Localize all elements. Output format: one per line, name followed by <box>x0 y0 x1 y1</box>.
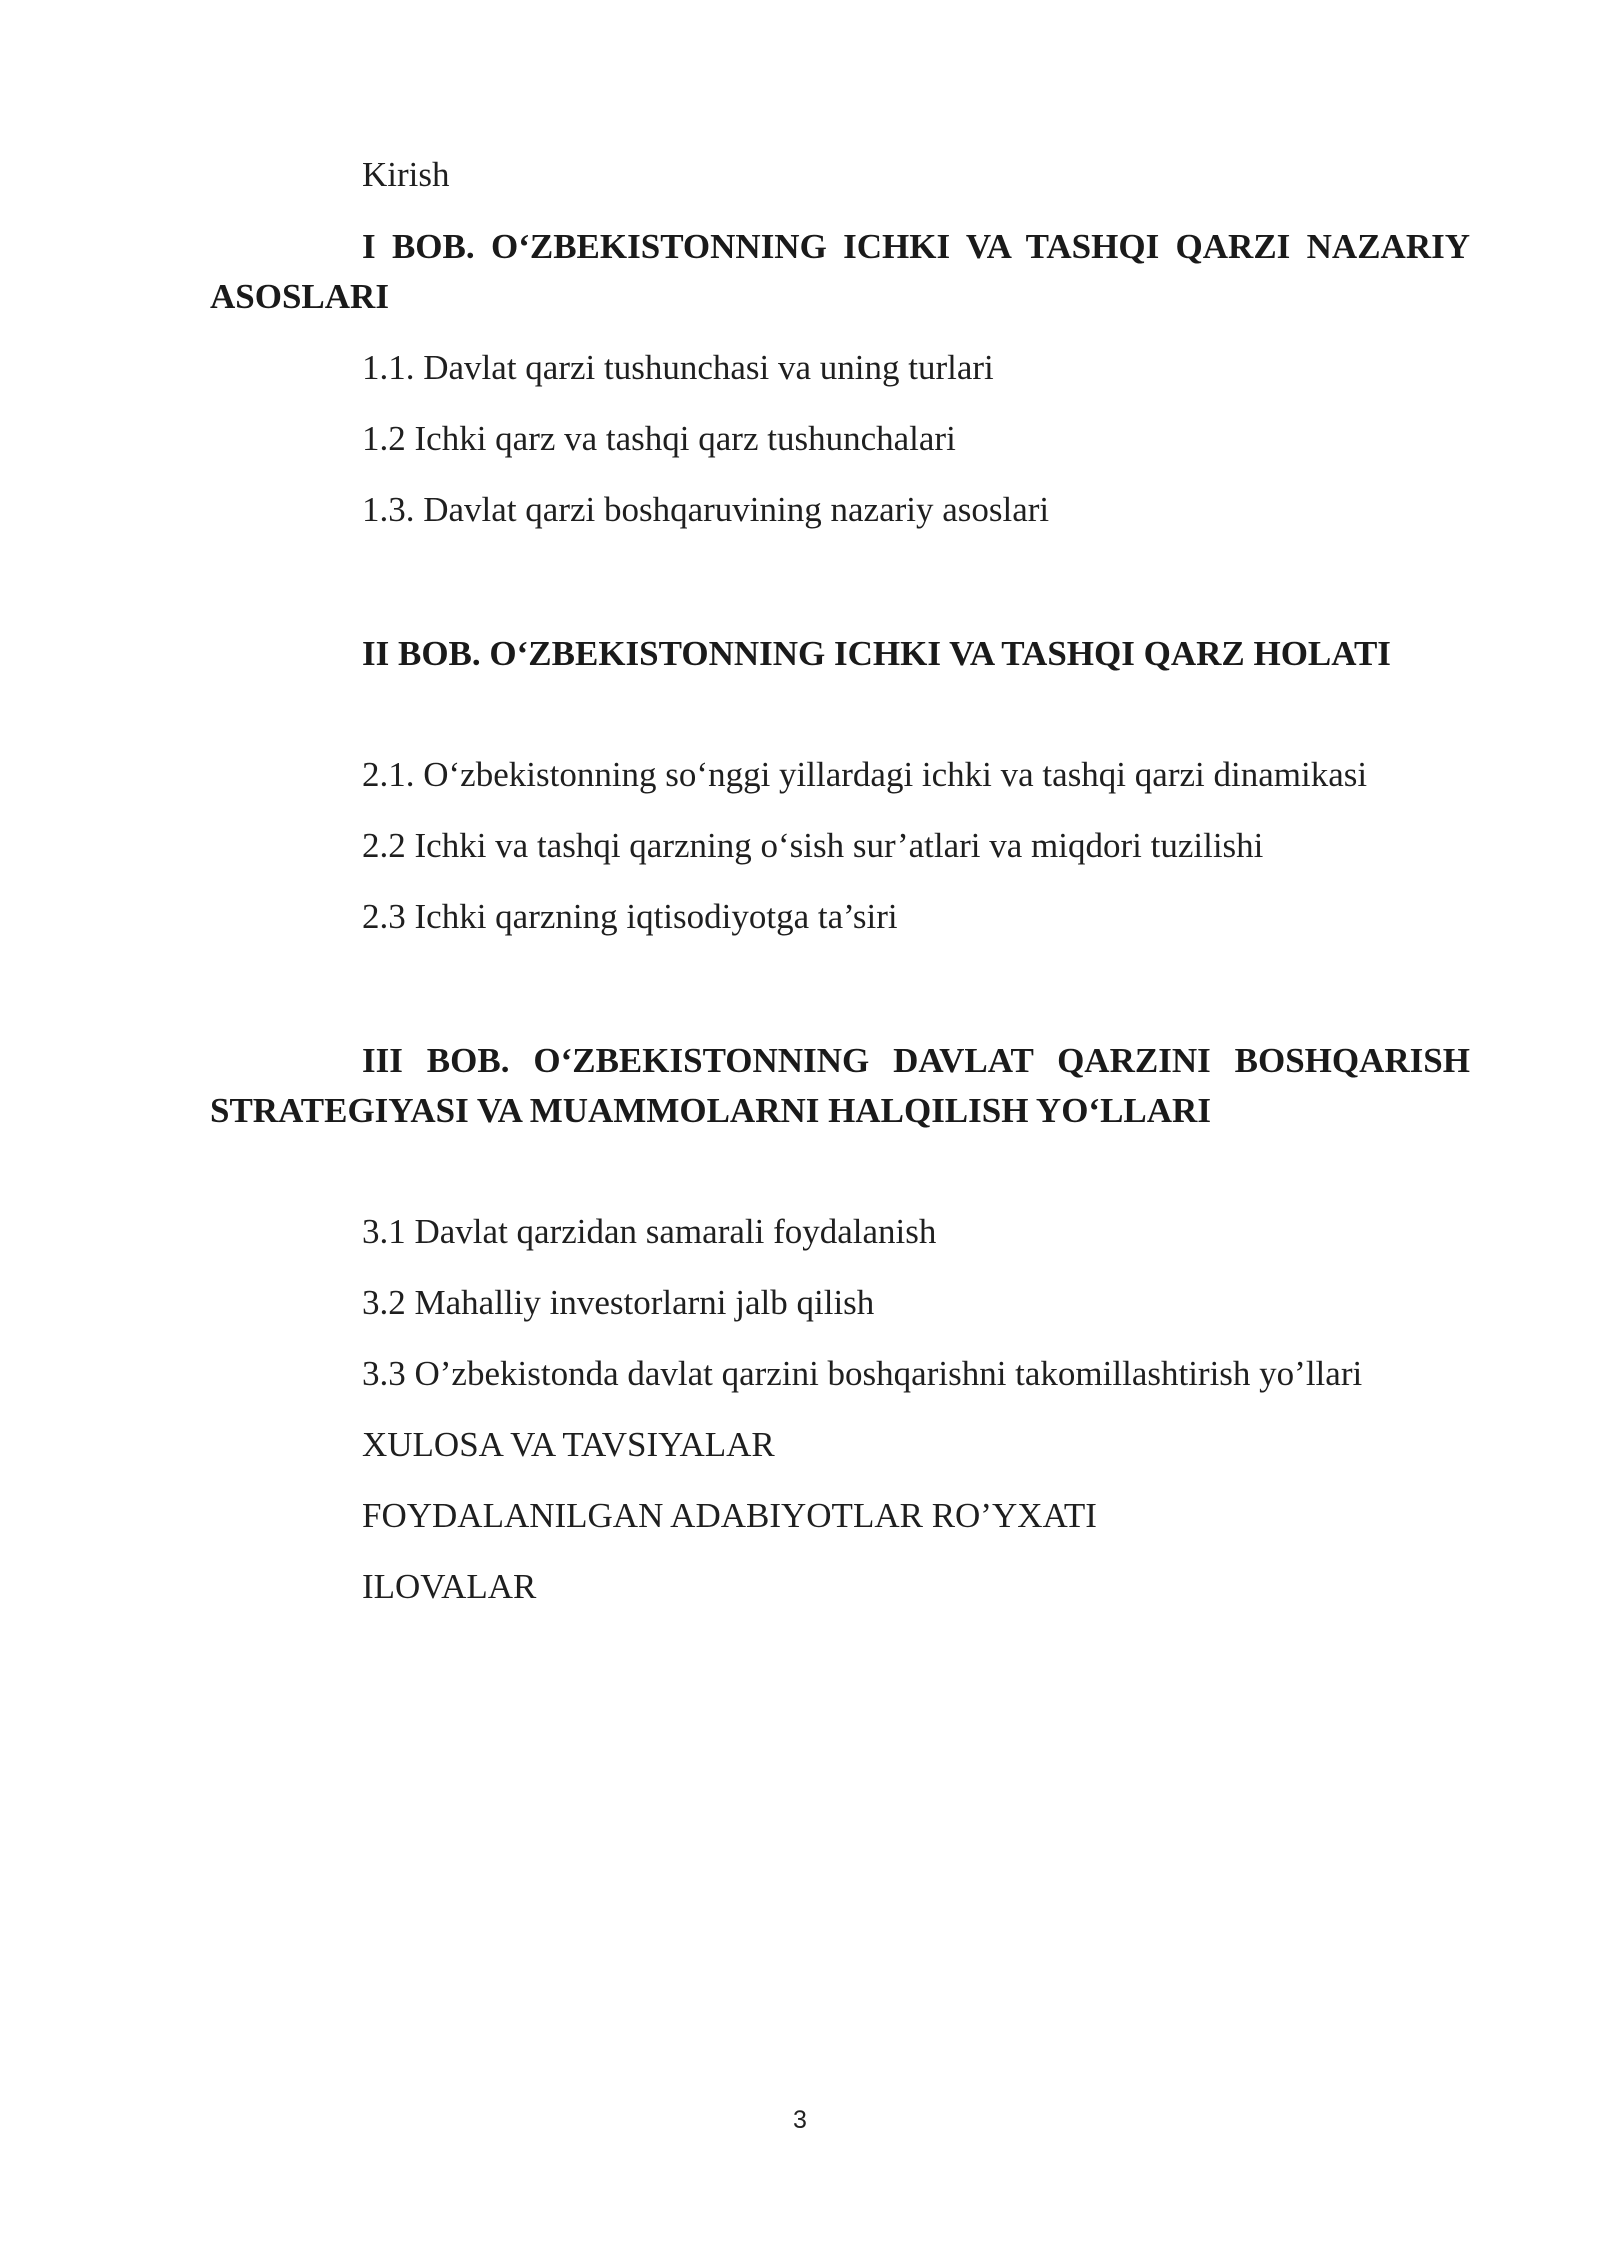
toc-conclusion: XULOSA VA TAVSIYALAR <box>362 1425 775 1464</box>
page-number: 3 <box>793 2106 807 2134</box>
chapter-2-title: II BOB. O‘ZBEKISTONNING ICHKI VA TASHQI QARZ HOLATI <box>362 634 1391 673</box>
toc-item-2-1: 2.1. O‘zbekistonning so‘nggi yillardagi ichki va tashqi qarzi dinamikasi <box>362 755 1368 794</box>
toc-intro: Kirish <box>362 155 450 194</box>
toc-item-3-3: 3.3 O’zbekistonda davlat qarzini boshqarishni takomillashtirish yo’llari <box>362 1354 1363 1393</box>
toc-item-1-1: 1.1. Davlat qarzi tushunchasi va uning turlari <box>362 348 994 387</box>
chapter-3-title: III BOB. O‘ZBEKISTONNING DAVLAT QARZINI BOSHQARISH STRATEGIYASI VA MUAMMOLARNI HALQILISH YO‘LLARI <box>210 1041 1470 1130</box>
toc-item-2-3: 2.3 Ichki qarzning iqtisodiyotga ta’siri <box>362 897 898 936</box>
chapter-1-title: I BOB. O‘ZBEKISTONNING ICHKI VA TASHQI QARZI NAZARIY ASOSLARI <box>210 227 1470 316</box>
toc-appendix: ILOVALAR <box>362 1567 537 1606</box>
toc-item-1-3: 1.3. Davlat qarzi boshqaruvining nazariy asoslari <box>362 490 1050 529</box>
toc-item-3-2: 3.2 Mahalliy investorlarni jalb qilish <box>362 1283 875 1322</box>
toc-item-1-2: 1.2 Ichki qarz va tashqi qarz tushunchalari <box>362 419 956 458</box>
toc-item-3-1: 3.1 Davlat qarzidan samarali foydalanish <box>362 1212 937 1251</box>
toc-references: FOYDALANILGAN ADABIYOTLAR RO’YXATI <box>362 1496 1097 1535</box>
toc-item-2-2: 2.2 Ichki va tashqi qarzning o‘sish sur’atlari va miqdori tuzilishi <box>362 826 1264 865</box>
